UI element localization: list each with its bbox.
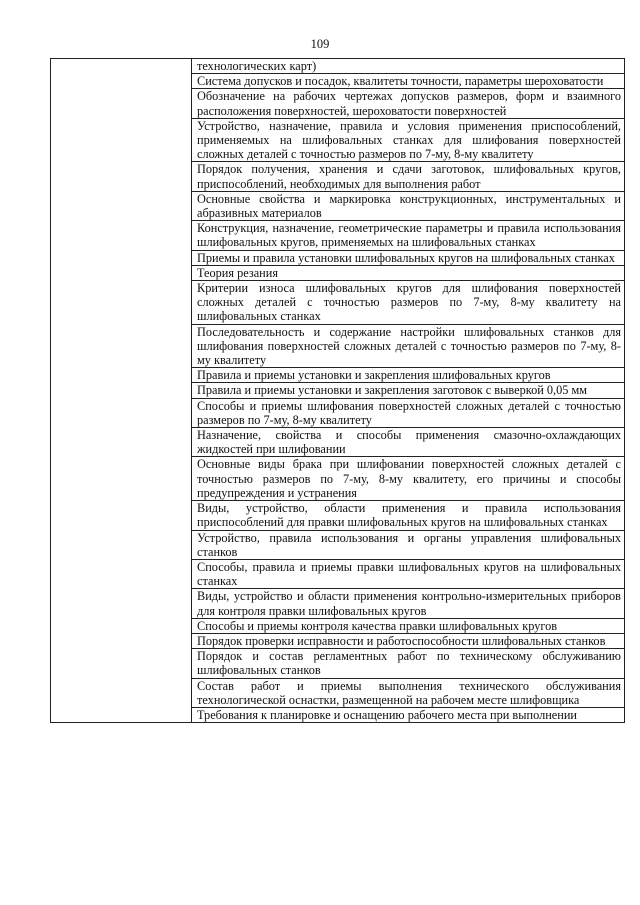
table-cell: Последовательность и содержание настройки шлифовальных станков для шлифования поверхностей сложных деталей с точностью размеров по 7-му, 8-му квалитету bbox=[192, 324, 625, 368]
table-cell: Основные виды брака при шлифовании поверхностей сложных деталей с точностью размеров по 7-му, 8-му квалитету, его причины и способы предупреждения и устранения bbox=[192, 457, 625, 501]
table-cell: Способы и приемы контроля качества правки шлифовальных кругов bbox=[192, 618, 625, 633]
table-cell: Виды, устройство и области применения контрольно-измерительных приборов для контроля правки шлифовальных кругов bbox=[192, 589, 625, 618]
table-cell: Конструкция, назначение, геометрические параметры и правила использования шлифовальных кругов, применяемых на шлифовальных станках bbox=[192, 221, 625, 250]
table-left-cell bbox=[51, 59, 192, 723]
table-cell: Приемы и правила установки шлифовальных кругов на шлифовальных станках bbox=[192, 250, 625, 265]
knowledge-table bbox=[50, 58, 625, 723]
table-cell: Правила и приемы установки и закрепления заготовок с выверкой 0,05 мм bbox=[192, 383, 625, 398]
table-cell: Порядок получения, хранения и сдачи заготовок, шлифовальных кругов, приспособлений, необходимых для выполнения работ bbox=[192, 162, 625, 191]
table-row bbox=[51, 59, 625, 74]
page-number: 109 bbox=[310, 37, 330, 51]
table-cell: Обозначение на рабочих чертежах допусков размеров, форм и взаимного расположения поверхностей, шероховатости поверхностей bbox=[192, 89, 625, 118]
table-cell: Основные свойства и маркировка конструкционных, инструментальных и абразивных материалов bbox=[192, 191, 625, 220]
table-cell: Правила и приемы установки и закрепления шлифовальных кругов bbox=[192, 368, 625, 383]
table-cell: Порядок проверки исправности и работоспособности шлифовальных станков bbox=[192, 633, 625, 648]
table-cell: Способы и приемы шлифования поверхностей сложных деталей с точностью размеров по 7-му, 8-му квалитету bbox=[192, 398, 625, 427]
table-cell: Теория резания bbox=[192, 265, 625, 280]
table-cell: Требования к планировке и оснащению рабочего места при выполнении bbox=[192, 707, 625, 722]
table-cell: Устройство, правила использования и органы управления шлифовальных станков bbox=[192, 530, 625, 559]
table-cell: технологических карт) bbox=[192, 59, 625, 74]
table-cell: Система допусков и посадок, квалитеты точности, параметры шероховатости bbox=[192, 74, 625, 89]
table-cell: Назначение, свойства и способы применения смазочно-охлаждающих жидкостей при шлифовании bbox=[192, 428, 625, 457]
table-cell: Порядок и состав регламентных работ по техническому обслуживанию шлифовальных станков bbox=[192, 649, 625, 678]
table-cell: Устройство, назначение, правила и условия применения приспособлений, применяемых на шлифовальных станках для шлифования поверхностей сложных деталей с точностью размеров по 7-му, 8-му квалитету bbox=[192, 118, 625, 162]
table-cell: Способы, правила и приемы правки шлифовальных кругов на шлифовальных станках bbox=[192, 559, 625, 588]
table-cell: Критерии износа шлифовальных кругов для шлифования поверхностей сложных деталей с точностью размеров по 7-му, 8-му квалитету на шлифовальных станках bbox=[192, 281, 625, 325]
table-cell: Состав работ и приемы выполнения технического обслуживания технологической оснастки, размещенной на рабочем месте шлифовщика bbox=[192, 678, 625, 707]
table-cell: Виды, устройство, области применения и правила использования приспособлений для правки шлифовальных кругов на шлифовальных станках bbox=[192, 501, 625, 530]
